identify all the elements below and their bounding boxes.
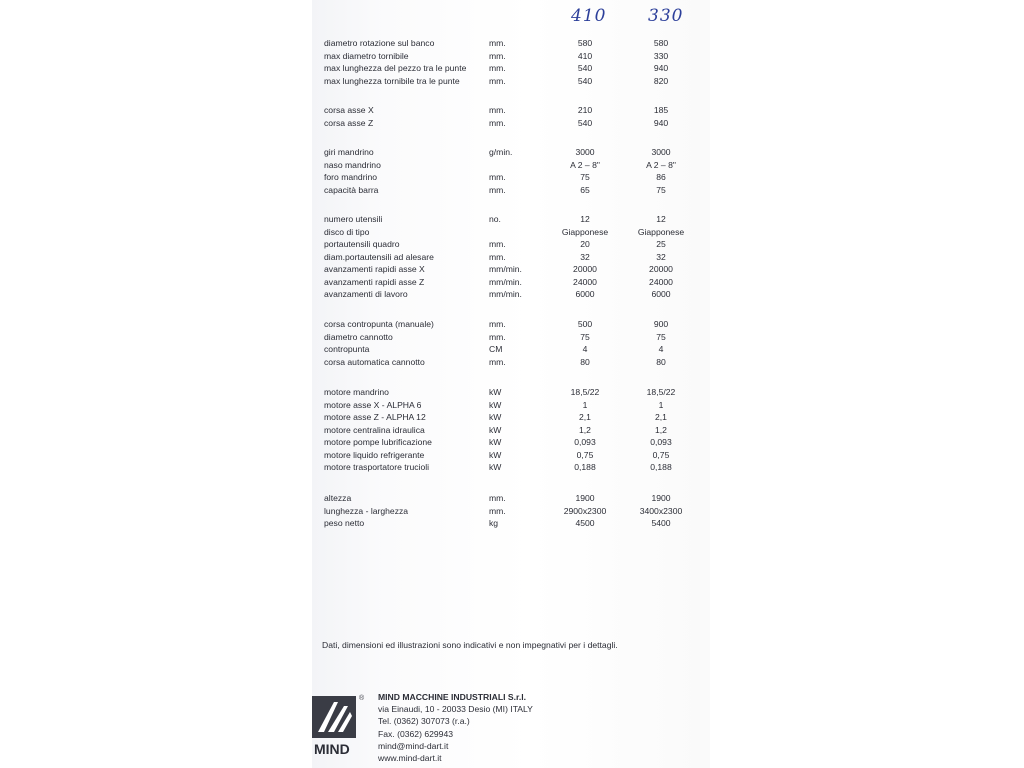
spec-unit: mm. [489,319,506,329]
spec-label: diametro rotazione sul banco [324,38,435,48]
spec-value-410: 3000 [575,147,595,157]
spec-unit: g/min. [489,147,513,157]
spec-value-330: 5400 [651,518,671,528]
spec-value-410: 1,2 [579,424,591,435]
spec-label: corsa automatica cannotto [324,356,425,367]
spec-row [312,50,710,63]
spec-value-330: 1900 [651,493,671,503]
spec-unit: mm. [489,38,506,48]
spec-unit: mm. [489,505,506,516]
spec-value-410: A 2 – 8" [570,159,600,170]
spec-label: numero utensili [324,214,383,224]
spec-value-410: 0,188 [574,462,596,472]
mind-logo [312,692,365,760]
spec-unit: mm. [489,172,506,182]
spec-label: diametro cannotto [324,331,393,342]
spec-value-330: 940 [653,63,669,73]
spec-label: peso netto [324,518,365,528]
spec-label: motore liquido refrigerante [324,449,425,460]
spec-label: contropunta [324,344,370,354]
spec-value-410: 12 [580,214,590,224]
spec-row [312,62,710,75]
spec-unit: mm. [489,63,506,73]
spec-value-410: 65 [580,184,590,195]
spec-unit: kW [489,449,502,460]
spec-label: avanzamenti rapidi asse Z [324,276,425,287]
spec-value-330: 1,2 [655,424,667,435]
spec-unit: mm. [489,239,506,249]
spec-row [312,492,710,505]
spec-label: capacità barra [324,184,379,195]
spec-label: corsa asse X [324,105,374,115]
model-410-heading: 410 [571,6,607,26]
spec-label: motore centralina idraulica [324,424,425,435]
spec-value-330: 80 [656,356,666,367]
spec-row [312,159,710,172]
spec-value-410: 540 [577,75,593,86]
spec-row [312,318,710,331]
spec-unit: kW [489,387,502,397]
spec-unit: mm/min. [489,276,522,287]
spec-row [312,226,710,239]
spec-value-410: 18,5/22 [570,387,600,397]
spec-label: max lunghezza del pezzo tra le punte [324,63,467,73]
registered-mark: ® [359,695,365,702]
spec-row [312,104,710,117]
spec-value-330: 820 [653,75,669,86]
spec-label: giri mandrino [324,147,374,157]
spec-label: corsa contropunta (manuale) [324,319,434,329]
spec-unit: kW [489,399,502,410]
company-fax: Fax. (0362) 629943 [378,728,454,739]
spec-unit: CM [489,344,503,354]
spec-unit: mm. [489,356,506,367]
spec-value-410: 6000 [575,289,595,299]
spec-unit: kW [489,424,502,435]
spec-value-330: 0,75 [652,449,670,460]
spec-row [312,251,710,264]
spec-value-330: 24000 [649,276,673,287]
spec-value-410: 410 [577,50,593,61]
company-website[interactable]: www.mind-dart.it [378,753,442,764]
spec-label: corsa asse Z [324,117,374,128]
company-email[interactable]: mind@mind-dart.it [378,740,449,751]
spec-unit: mm. [489,493,506,503]
spec-value-410: 4 [582,344,588,354]
mind-logo-icon [312,692,365,760]
spec-row [312,117,710,130]
spec-label: avanzamenti rapidi asse X [324,264,425,274]
spec-unit: kW [489,412,502,422]
spec-value-330: 330 [653,50,669,61]
spec-value-410: 500 [577,319,593,329]
spec-row [312,238,710,251]
spec-value-410: 1900 [575,493,595,503]
spec-value-330: 185 [653,105,669,115]
spec-unit: mm. [489,75,506,86]
spec-value-330: 580 [653,38,669,48]
model-330-heading: 330 [648,6,684,26]
spec-unit: mm. [489,117,506,128]
spec-value-330: 3000 [651,147,671,157]
spec-row [312,213,710,226]
spec-row [312,449,710,462]
spec-row [312,517,710,530]
spec-row [312,505,710,518]
spec-value-410: 580 [577,38,593,48]
spec-value-410: 75 [580,331,590,342]
spec-row [312,184,710,197]
spec-unit: mm. [489,50,506,61]
spec-value-410: 0,75 [576,449,594,460]
spec-value-330: 18,5/22 [646,387,676,397]
spec-unit: mm/min. [489,289,522,299]
spec-unit: kW [489,437,502,447]
spec-value-330: 940 [653,117,669,128]
spec-value-410: 80 [580,356,590,367]
spec-value-330: 25 [656,239,666,249]
spec-value-330: A 2 – 8" [646,159,676,170]
spec-row [312,356,710,369]
spec-value-410: 24000 [573,276,597,287]
spec-row [312,146,710,159]
spec-value-410: 2,1 [579,412,591,422]
spec-value-410: 540 [577,117,593,128]
spec-value-410: 75 [580,172,590,182]
spec-value-410: 2900x2300 [563,505,607,516]
spec-value-330: 32 [656,251,666,262]
spec-unit: mm. [489,184,506,195]
spec-row [312,399,710,412]
spec-unit: kW [489,462,502,472]
spec-value-330: 12 [656,214,666,224]
spec-label: max diametro tornibile [324,50,409,61]
spec-value-330: 6000 [651,289,671,299]
spec-value-330: 0,188 [650,462,672,472]
spec-value-410: Giapponese [561,226,609,237]
spec-label: diam.portautensili ad alesare [324,251,434,262]
disclaimer-note: Dati, dimensioni ed illustrazioni sono indicativi e non impegnativi per i dettagli. [322,640,618,650]
spec-value-330: 4 [658,344,664,354]
spec-row [312,276,710,289]
spec-unit: mm. [489,331,506,342]
spec-sheet [312,0,710,768]
spec-label: disco di tipo [324,226,370,237]
spec-unit: mm/min. [489,264,522,274]
company-address: via Einaudi, 10 - 20033 Desio (MI) ITALY [378,704,533,715]
spec-label: portautensili quadro [324,239,400,249]
spec-label: motore asse X - ALPHA 6 [324,399,422,410]
spec-row [312,436,710,449]
spec-value-410: 0,093 [574,437,596,447]
spec-unit: mm. [489,105,506,115]
spec-label: motore asse Z - ALPHA 12 [324,412,426,422]
spec-unit: kg [489,518,499,528]
spec-label: motore pompe lubrificazione [324,437,432,447]
spec-value-410: 20000 [573,264,597,274]
spec-value-330: 86 [656,172,666,182]
spec-value-330: 20000 [649,264,673,274]
spec-value-330: 3400x2300 [639,505,683,516]
spec-value-330: 75 [656,184,666,195]
spec-value-330: Giapponese [637,226,685,237]
spec-label: altezza [324,493,352,503]
spec-value-330: 900 [653,319,669,329]
company-tel: Tel. (0362) 307073 (r.a.) [378,716,470,727]
spec-value-410: 210 [577,105,593,115]
spec-value-410: 32 [580,251,590,262]
spec-label: lunghezza - larghezza [324,505,409,516]
spec-row [312,411,710,424]
spec-value-330: 0,093 [650,437,672,447]
spec-row [312,37,710,50]
spec-label: max lunghezza tornibile tra le punte [324,75,460,86]
spec-label: foro mandrino [324,172,378,182]
company-info [378,691,533,764]
spec-row [312,75,710,88]
spec-value-330: 1 [658,399,664,410]
spec-row [312,461,710,474]
spec-row [312,343,710,356]
spec-value-330: 2,1 [655,412,667,422]
spec-label: motore mandrino [324,387,389,397]
spec-value-410: 4500 [575,518,595,528]
spec-value-330: 75 [656,331,666,342]
spec-label: naso mandrino [324,159,381,170]
spec-unit: mm. [489,251,506,262]
spec-row [312,424,710,437]
spec-label: motore trasportatore trucioli [324,462,430,472]
spec-value-410: 540 [577,63,593,73]
spec-row [312,288,710,301]
spec-label: avanzamenti di lavoro [324,289,408,299]
spec-value-410: 20 [580,239,590,249]
spec-value-410: 1 [582,399,588,410]
spec-row [312,331,710,344]
spec-unit: no. [489,214,501,224]
spec-row [312,263,710,276]
company-name: MIND MACCHINE INDUSTRIALI S.r.l. [378,692,527,702]
logo-text: MIND [314,741,350,757]
spec-row [312,386,710,399]
spec-row [312,171,710,184]
